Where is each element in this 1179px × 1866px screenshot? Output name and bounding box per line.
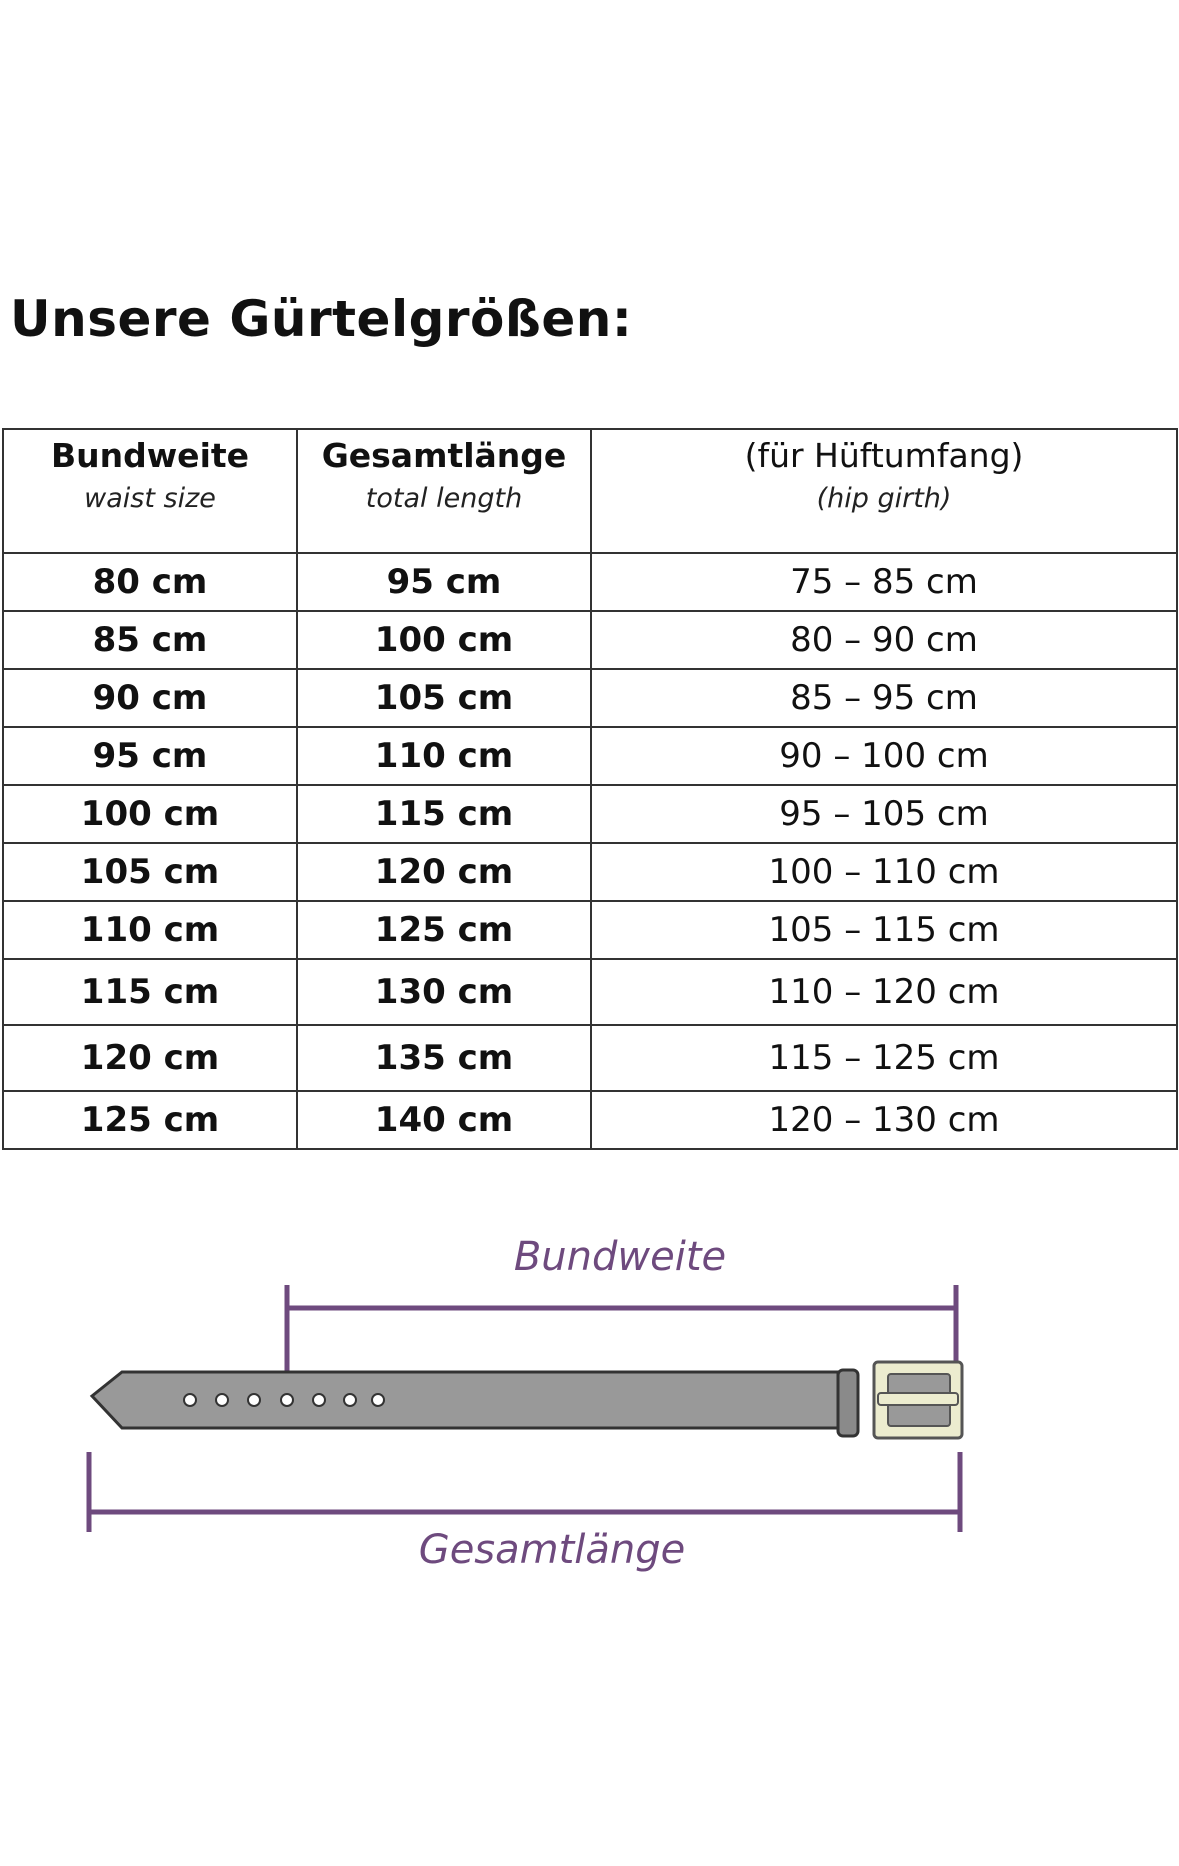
cell-waist: 115 cm [3, 959, 297, 1025]
header-waist-label: Bundweite [50, 436, 250, 475]
table-row [3, 553, 1177, 611]
cell-hip: 115 – 125 cm [591, 1025, 1177, 1091]
cell-hip: 120 – 130 cm [591, 1091, 1177, 1149]
cell-waist: 80 cm [3, 553, 297, 611]
cell-hip: 95 – 105 cm [591, 785, 1177, 843]
belt-strap [92, 1372, 838, 1428]
cell-waist: 120 cm [3, 1025, 297, 1091]
header-hip [591, 429, 1177, 553]
waist-label: Bundweite [513, 1234, 727, 1280]
cell-total: 130 cm [297, 959, 591, 1025]
cell-hip: 75 – 85 cm [591, 553, 1177, 611]
cell-waist: 105 cm [3, 843, 297, 901]
cell-hip: 100 – 110 cm [591, 843, 1177, 901]
header-waist [3, 429, 297, 553]
belt-hole [313, 1394, 325, 1406]
belt-hole [216, 1394, 228, 1406]
cell-waist: 95 cm [3, 727, 297, 785]
cell-hip: 90 – 100 cm [591, 727, 1177, 785]
table-row [3, 1025, 1177, 1091]
table-row [3, 1091, 1177, 1149]
table-row [3, 843, 1177, 901]
belt-hole [184, 1394, 196, 1406]
header-total-sublabel: total length [365, 483, 523, 514]
belt-buckle [874, 1362, 962, 1438]
belt-diagram [0, 1230, 1179, 1610]
belt-hole [372, 1394, 384, 1406]
cell-total: 100 cm [297, 611, 591, 669]
total-measure-line [89, 1452, 960, 1532]
cell-total: 120 cm [297, 843, 591, 901]
header-total [297, 429, 591, 553]
cell-total: 110 cm [297, 727, 591, 785]
cell-waist: 90 cm [3, 669, 297, 727]
table-row [3, 959, 1177, 1025]
belt-hole [248, 1394, 260, 1406]
table-row [3, 727, 1177, 785]
belt-loop [838, 1370, 858, 1436]
cell-total: 95 cm [297, 553, 591, 611]
cell-total: 135 cm [297, 1025, 591, 1091]
cell-waist: 85 cm [3, 611, 297, 669]
cell-total: 140 cm [297, 1091, 591, 1149]
belt-hole [281, 1394, 293, 1406]
table-row [3, 611, 1177, 669]
cell-total: 125 cm [297, 901, 591, 959]
size-table [2, 428, 1178, 1150]
table-row [3, 669, 1177, 727]
header-hip-sublabel: (hip girth) [816, 483, 952, 514]
header-waist-sublabel: waist size [84, 483, 216, 514]
cell-hip: 110 – 120 cm [591, 959, 1177, 1025]
table-header-row [3, 429, 1177, 553]
cell-waist: 125 cm [3, 1091, 297, 1149]
header-total-label: Gesamtlänge [321, 436, 567, 475]
cell-hip: 80 – 90 cm [591, 611, 1177, 669]
cell-waist: 110 cm [3, 901, 297, 959]
belt-hole [344, 1394, 356, 1406]
cell-waist: 100 cm [3, 785, 297, 843]
table-row [3, 901, 1177, 959]
header-hip-label: (für Hüftumfang) [744, 436, 1024, 475]
cell-total: 115 cm [297, 785, 591, 843]
total-label: Gesamtlänge [418, 1527, 686, 1573]
table-row [3, 785, 1177, 843]
cell-total: 105 cm [297, 669, 591, 727]
page-title: Unsere Gürtelgrößen: [10, 290, 633, 348]
cell-hip: 105 – 115 cm [591, 901, 1177, 959]
cell-hip: 85 – 95 cm [591, 669, 1177, 727]
